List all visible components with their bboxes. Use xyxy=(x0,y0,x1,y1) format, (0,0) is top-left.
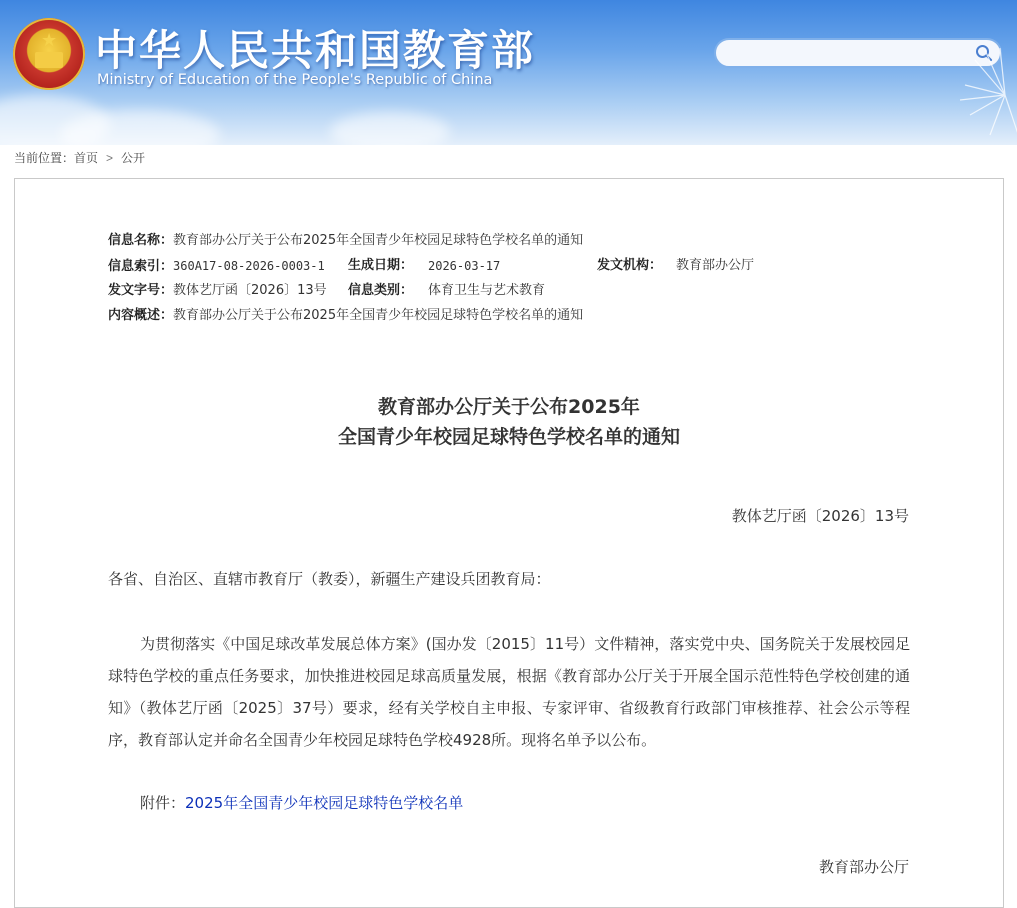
meta-row-docno xyxy=(108,281,583,306)
tiananmen-gate-icon xyxy=(35,52,63,68)
meta-category-value: 体育卫生与艺术教育 xyxy=(428,283,546,298)
breadcrumb-current-link[interactable]: 公开 xyxy=(121,151,146,165)
breadcrumb-prefix: 当前位置： xyxy=(14,151,75,165)
meta-date-value: 2026-03-17 xyxy=(428,259,501,273)
breadcrumb xyxy=(14,149,145,166)
meta-name-value: 教育部办公厅关于公布2025年全国青少年校园足球特色学校名单的通知 xyxy=(173,233,584,248)
attachment-link[interactable]: 2025年全国青少年校园足球特色学校名单 xyxy=(185,794,464,812)
dandelion-decoration-icon xyxy=(945,40,1017,145)
national-emblem-logo[interactable] xyxy=(13,18,85,90)
attachment xyxy=(140,792,463,813)
article-title-line-2: 全国青少年校园足球特色学校名单的通知 xyxy=(337,426,680,448)
attachment-label: 附件： xyxy=(140,794,186,812)
meta-summary-value: 教育部办公厅关于公布2025年全国青少年校园足球特色学校名单的通知 xyxy=(173,308,584,323)
meta-summary-label: 内容概述： xyxy=(108,308,174,323)
meta-org-label: 发文机构： xyxy=(597,258,663,273)
article-body-paragraph: 为贯彻落实《中国足球改革发展总体方案》(国办发〔2015〕11号）文件精神，落实党中央、国务院关于发展校园足球特色学校的重点任务要求，加快推进校园足球高质量发展，根据《教育部办公厅关于开展全国示范性特色学校创建的通知》（教体艺厅函〔2025〕37号）要求，经有关学校自主申报、专家评审、省级教育行政部门审核推荐、社会公示等程序，教育部认定并命名全国青少年校园足球特色学校4928所。现将名单予以公布。 xyxy=(108,635,910,749)
meta-docno-label: 发文字号： xyxy=(108,283,174,298)
meta-row-summary xyxy=(108,306,583,331)
meta-category-label: 信息类别： xyxy=(348,283,414,298)
meta-row-index xyxy=(108,256,755,281)
meta-date-label: 生成日期： xyxy=(348,258,414,273)
info-metadata xyxy=(108,231,755,331)
meta-row-name xyxy=(108,231,583,256)
article-title-line-1: 教育部办公厅关于公布2025年 xyxy=(378,396,640,418)
article-title xyxy=(14,392,1004,452)
site-header xyxy=(0,0,1017,145)
article-salutation: 各省、自治区、直辖市教育厅（教委），新疆生产建设兵团教育局： xyxy=(108,570,551,588)
breadcrumb-separator: > xyxy=(106,151,114,165)
star-icon: ★ xyxy=(41,30,58,51)
breadcrumb-home-link[interactable]: 首页 xyxy=(74,151,99,165)
site-title[interactable]: 中华人民共和国教育部 xyxy=(95,26,536,75)
article-signature: 教育部办公厅 xyxy=(818,858,909,876)
meta-name-label: 信息名称： xyxy=(108,233,174,248)
cloud-decoration xyxy=(330,112,450,145)
meta-index-label: 信息索引： xyxy=(108,259,174,274)
article-document-number: 教体艺厅函〔2026〕13号 xyxy=(731,507,909,525)
meta-index-value: 360A17-08-2026-0003-1 xyxy=(173,259,325,273)
meta-org-value: 教育部办公厅 xyxy=(676,258,755,273)
meta-docno-value: 教体艺厅函〔2026〕13号 xyxy=(173,283,327,298)
site-subtitle: Ministry of Education of the People's Republic of China xyxy=(97,72,493,88)
search-input[interactable] xyxy=(730,40,974,68)
